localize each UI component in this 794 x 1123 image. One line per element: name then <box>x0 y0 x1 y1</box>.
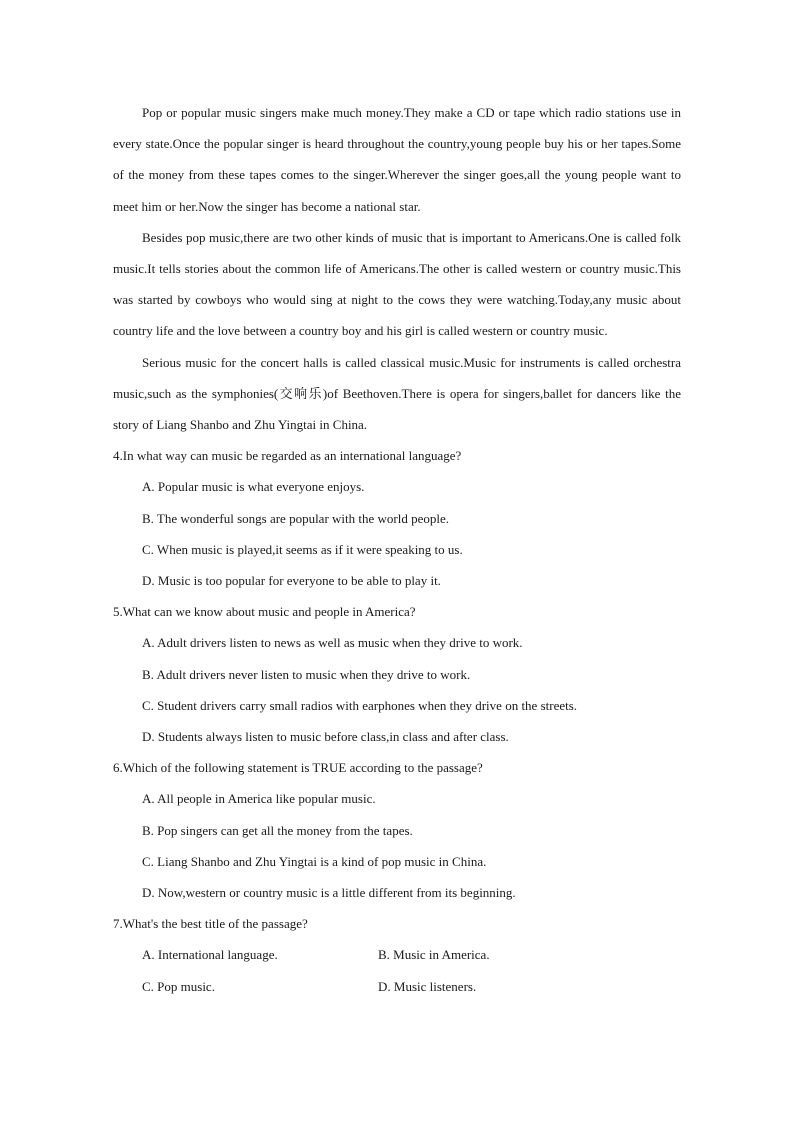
option-c: C. Student drivers carry small radios with earphones when they drive on the streets. <box>142 697 578 713</box>
question-6 <box>113 752 681 908</box>
option-d: D. Music is too popular for everyone to be able to play it. <box>142 573 441 589</box>
option-row-ab <box>113 939 681 970</box>
passage-paragraph-3: Serious music for the concert halls is called classical music.Music for instruments is called orchestra music,such as the symphonies(交响乐)of Beethoven.There is opera for singers,ballet for dancers like the story of Liang Shanbo and Zhu Yingtai in China. <box>113 354 681 433</box>
question-stem: 5.What can we know about music and people in America? <box>113 604 416 620</box>
question-7 <box>113 908 681 1002</box>
option-d: D. Music listeners. <box>378 978 477 994</box>
question-stem: 4.In what way can music be regarded as an international language? <box>113 448 462 464</box>
passage-paragraph-1: Pop or popular music singers make much money.They make a CD or tape which radio stations use in every state.Once the popular singer is heard throughout the country,young people buy his or her tapes.Some of the money from these tapes comes to the singer.Wherever the singer goes,all the young people want to meet him or her.Now the singer has become a national star. <box>113 105 681 214</box>
option-d: D. Now,western or country music is a little different from its beginning. <box>142 885 516 901</box>
option-d: D. Students always listen to music before class,in class and after class. <box>142 729 509 745</box>
question-5 <box>113 596 681 752</box>
option-b: B. Pop singers can get all the money from the tapes. <box>142 822 413 838</box>
document-content <box>113 97 681 1002</box>
passage-paragraph-2: Besides pop music,there are two other kinds of music that is important to Americans.One is called folk music.It tells stories about the common life of Americans.The other is called western or country music.This was started by cowboys who would sing at night to the cows they were watching.Today,any music about country life and the love between a country boy and his girl is called western or country music. <box>113 229 681 339</box>
option-b: B. Adult drivers never listen to music when they drive to work. <box>142 666 471 682</box>
option-a: A. Adult drivers listen to news as well as music when they drive to work. <box>142 635 523 651</box>
option-c: C. When music is played,it seems as if it were speaking to us. <box>142 541 463 557</box>
option-row-cd <box>113 971 681 1002</box>
option-b: B. The wonderful songs are popular with the world people. <box>142 510 449 526</box>
option-b: B. Music in America. <box>378 947 490 963</box>
option-a: A. Popular music is what everyone enjoys. <box>142 479 365 495</box>
option-c: C. Liang Shanbo and Zhu Yingtai is a kind of pop music in China. <box>142 853 487 869</box>
question-4 <box>113 440 681 596</box>
option-a: A. All people in America like popular music. <box>142 791 376 807</box>
option-a: A. International language. <box>142 947 278 963</box>
option-c: C. Pop music. <box>142 978 215 994</box>
question-stem: 7.What's the best title of the passage? <box>113 916 308 932</box>
question-stem: 6.Which of the following statement is TRUE according to the passage? <box>113 760 483 776</box>
